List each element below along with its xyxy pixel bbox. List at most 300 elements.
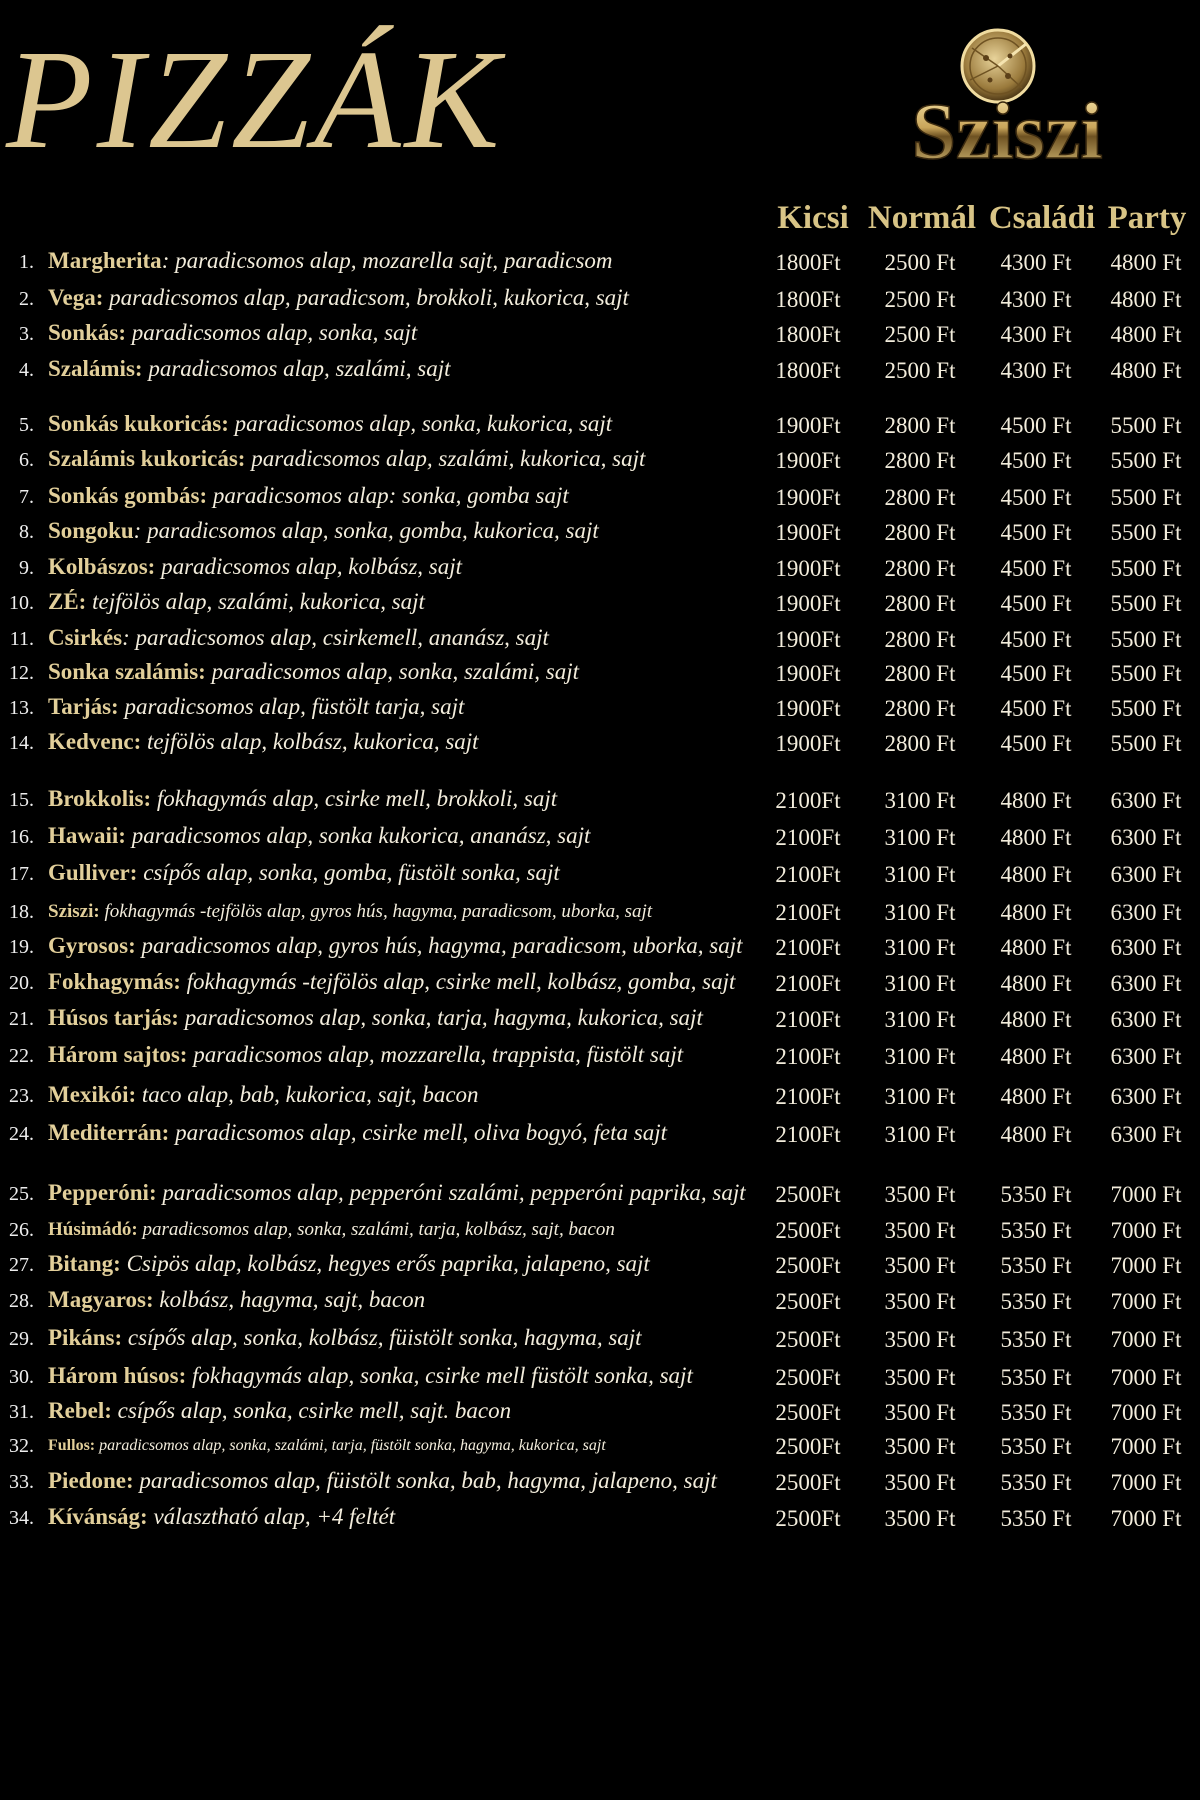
menu-item <box>0 784 1200 818</box>
menu-item <box>0 1214 1200 1248</box>
price-party: 4800 Ft <box>1110 287 1182 312</box>
price-csaladi: 4500 Ft <box>1000 591 1072 616</box>
price-kicsi: 1900Ft <box>775 448 841 473</box>
menu-item <box>0 1361 1200 1395</box>
price-party: 4800 Ft <box>1110 358 1182 383</box>
price-party: 7000 Ft <box>1110 1400 1182 1425</box>
item-text <box>48 1219 615 1241</box>
item-number: 30. <box>9 1366 34 1388</box>
menu-item <box>0 692 1200 726</box>
price-csaladi: 5350 Ft <box>1000 1470 1072 1495</box>
menu-item <box>0 552 1200 586</box>
price-csaladi: 4500 Ft <box>1000 448 1072 473</box>
price-kicsi: 1800Ft <box>775 358 841 383</box>
item-number: 14. <box>9 732 34 754</box>
price-csaladi: 4800 Ft <box>1000 935 1072 960</box>
item-description: : paradicsomos alap, csirkemell, ananász, sajt <box>122 625 549 650</box>
item-name: Bitang: <box>48 1251 121 1276</box>
menu-item <box>0 246 1200 280</box>
item-name: Sonkás gombás: <box>48 483 208 508</box>
item-text <box>48 1180 746 1206</box>
price-csaladi: 4800 Ft <box>1000 825 1072 850</box>
price-party: 7000 Ft <box>1110 1253 1182 1278</box>
menu-item <box>0 283 1200 317</box>
price-csaladi: 4300 Ft <box>1000 322 1072 347</box>
item-number: 4. <box>19 359 34 381</box>
price-party: 5500 Ft <box>1110 448 1182 473</box>
menu-item <box>0 967 1200 1001</box>
item-number: 16. <box>9 826 34 848</box>
price-party: 5500 Ft <box>1110 485 1182 510</box>
item-description: csípős alap, sonka, gomba, füstölt sonka, sajt <box>137 860 560 885</box>
item-description: paradicsomos alap, szalámi, sajt <box>142 356 451 381</box>
menu-item <box>0 354 1200 388</box>
item-name: Húsos tarjás: <box>48 1005 179 1030</box>
logo-wordmark: Sziszi <box>911 88 1103 168</box>
price-csaladi: 5350 Ft <box>1000 1253 1072 1278</box>
item-text <box>48 446 645 472</box>
item-number: 31. <box>9 1401 34 1423</box>
price-party: 5500 Ft <box>1110 556 1182 581</box>
price-kicsi: 1900Ft <box>775 696 841 721</box>
item-number: 26. <box>9 1219 34 1241</box>
price-party: 5500 Ft <box>1110 696 1182 721</box>
item-name: Fokhagymás: <box>48 969 181 994</box>
item-text <box>48 1082 479 1108</box>
price-party: 6300 Ft <box>1110 1007 1182 1032</box>
price-csaladi: 5350 Ft <box>1000 1182 1072 1207</box>
price-csaladi: 5350 Ft <box>1000 1506 1072 1531</box>
price-kicsi: 2100Ft <box>775 788 841 813</box>
item-number: 22. <box>9 1045 34 1067</box>
item-name: Rebel: <box>48 1398 112 1423</box>
menu-item <box>0 1118 1200 1152</box>
item-text <box>48 554 462 580</box>
price-normal: 2800 Ft <box>884 696 956 721</box>
price-party: 5500 Ft <box>1110 591 1182 616</box>
price-csaladi: 5350 Ft <box>1000 1289 1072 1314</box>
price-party: 6300 Ft <box>1110 900 1182 925</box>
price-csaladi: 4800 Ft <box>1000 1084 1072 1109</box>
item-text <box>48 1120 667 1146</box>
item-number: 27. <box>9 1254 34 1276</box>
price-csaladi: 4800 Ft <box>1000 1007 1072 1032</box>
price-normal: 3500 Ft <box>884 1327 956 1352</box>
price-normal: 2800 Ft <box>884 627 956 652</box>
price-normal: 2800 Ft <box>884 448 956 473</box>
price-csaladi: 4500 Ft <box>1000 731 1072 756</box>
item-description: taco alap, bab, kukorica, sajt, bacon <box>136 1082 479 1107</box>
price-normal: 2800 Ft <box>884 661 956 686</box>
menu-item <box>0 1323 1200 1357</box>
item-number: 11. <box>9 628 34 650</box>
menu-item <box>0 821 1200 855</box>
price-party: 4800 Ft <box>1110 250 1182 275</box>
item-name: Pikáns: <box>48 1325 123 1350</box>
price-kicsi: 2500Ft <box>775 1253 841 1278</box>
price-party: 7000 Ft <box>1110 1327 1182 1352</box>
price-kicsi: 2100Ft <box>775 971 841 996</box>
menu-item <box>0 444 1200 478</box>
item-number: 25. <box>9 1183 34 1205</box>
price-csaladi: 4500 Ft <box>1000 485 1072 510</box>
item-description: : paradicsomos alap, mozarella sajt, paradicsom <box>161 248 613 273</box>
price-csaladi: 5350 Ft <box>1000 1365 1072 1390</box>
menu-item <box>0 1178 1200 1212</box>
price-kicsi: 2100Ft <box>775 1007 841 1032</box>
item-text <box>48 659 579 685</box>
price-party: 6300 Ft <box>1110 1044 1182 1069</box>
item-text <box>48 694 464 720</box>
item-name: Fullos: <box>48 1437 96 1454</box>
price-kicsi: 1900Ft <box>775 556 841 581</box>
item-name: Csirkés <box>48 625 123 650</box>
menu-item <box>0 318 1200 352</box>
price-csaladi: 5350 Ft <box>1000 1434 1072 1459</box>
price-party: 7000 Ft <box>1110 1182 1182 1207</box>
item-description: fokhagymás -tejfölös alap, gyros hús, hagyma, paradicsom, uborka, sajt <box>99 901 653 922</box>
item-text <box>48 1325 642 1351</box>
price-party: 6300 Ft <box>1110 935 1182 960</box>
price-party: 7000 Ft <box>1110 1434 1182 1459</box>
price-normal: 3100 Ft <box>884 935 956 960</box>
price-party: 5500 Ft <box>1110 520 1182 545</box>
size-header-csaladi: Családi <box>988 200 1096 236</box>
item-number: 20. <box>9 972 34 994</box>
item-number: 10. <box>9 592 34 614</box>
price-party: 7000 Ft <box>1110 1289 1182 1314</box>
price-csaladi: 5350 Ft <box>1000 1218 1072 1243</box>
item-description: paradicsomos alap, sonka, szalámi, tarja, füstölt sonka, hagyma, kukorica, sajt <box>95 1437 606 1454</box>
price-normal: 2800 Ft <box>884 520 956 545</box>
item-text <box>48 823 590 849</box>
price-kicsi: 2500Ft <box>775 1182 841 1207</box>
price-kicsi: 2100Ft <box>775 935 841 960</box>
price-kicsi: 1900Ft <box>775 661 841 686</box>
price-kicsi: 2500Ft <box>775 1365 841 1390</box>
item-description: fokhagymás alap, csirke mell, brokkoli, sajt <box>151 786 558 811</box>
item-number: 29. <box>9 1328 34 1350</box>
item-text <box>48 518 599 544</box>
item-description: paradicsomos alap, kolbász, sajt <box>155 554 463 579</box>
price-party: 6300 Ft <box>1110 825 1182 850</box>
item-name: Szalámis kukoricás: <box>48 446 246 471</box>
price-normal: 3500 Ft <box>884 1400 956 1425</box>
item-number: 32. <box>9 1435 34 1457</box>
item-text <box>48 1251 650 1277</box>
menu-item <box>0 516 1200 550</box>
item-text <box>48 1287 425 1313</box>
price-party: 6300 Ft <box>1110 788 1182 813</box>
price-normal: 3100 Ft <box>884 1122 956 1147</box>
item-number: 3. <box>19 323 34 345</box>
price-kicsi: 2500Ft <box>775 1218 841 1243</box>
item-description: paradicsomos alap, gyros hús, hagyma, paradicsom, uborka, sajt <box>135 933 743 958</box>
item-description: tejfölös alap, kolbász, kukorica, sajt <box>141 729 479 754</box>
price-party: 5500 Ft <box>1110 627 1182 652</box>
item-name: Pepperóni: <box>48 1180 157 1205</box>
item-number: 7. <box>19 486 34 508</box>
price-kicsi: 1900Ft <box>775 627 841 652</box>
item-name: Három húsos: <box>48 1363 187 1388</box>
price-normal: 2800 Ft <box>884 556 956 581</box>
menu-item <box>0 1285 1200 1319</box>
price-kicsi: 2100Ft <box>775 862 841 887</box>
menu-item <box>0 623 1200 657</box>
item-number: 9. <box>19 557 34 579</box>
item-description: paradicsomos alap, sonka, kukorica, sajt <box>228 411 613 436</box>
item-name: Songoku <box>48 518 134 543</box>
price-party: 5500 Ft <box>1110 413 1182 438</box>
item-name: Mediterrán: <box>48 1120 170 1145</box>
item-name: Három sajtos: <box>48 1042 188 1067</box>
item-description: paradicsomos alap, sonka, szalámi, tarja, kolbász, sajt, bacon <box>137 1219 615 1240</box>
menu-item <box>0 1040 1200 1074</box>
item-description: választható alap, +4 feltét <box>147 1504 396 1529</box>
price-party: 7000 Ft <box>1110 1365 1182 1390</box>
price-party: 7000 Ft <box>1110 1470 1182 1495</box>
menu-item <box>0 896 1200 930</box>
price-csaladi: 4800 Ft <box>1000 1044 1072 1069</box>
price-csaladi: 4800 Ft <box>1000 862 1072 887</box>
price-csaladi: 4800 Ft <box>1000 788 1072 813</box>
item-description: paradicsomos alap, sonka kukorica, ananász, sajt <box>125 823 591 848</box>
price-kicsi: 2500Ft <box>775 1400 841 1425</box>
item-text <box>48 1005 703 1031</box>
item-description: : paradicsomos alap, sonka, gomba, kukorica, sajt <box>133 518 599 543</box>
item-text <box>48 786 557 812</box>
item-description: paradicsomos alap, paradicsom, brokkoli, kukorica, sajt <box>103 285 629 310</box>
price-normal: 2800 Ft <box>884 485 956 510</box>
item-description: paradicsomos alap, szalámi, kukorica, sajt <box>245 446 646 471</box>
item-description: paradicsomos alap, csirke mell, oliva bogyó, feta sajt <box>169 1120 667 1145</box>
item-text <box>48 860 560 886</box>
price-csaladi: 4500 Ft <box>1000 413 1072 438</box>
price-normal: 2500 Ft <box>884 287 956 312</box>
item-text <box>48 1363 693 1389</box>
item-description: paradicsomos alap, sonka, sajt <box>125 320 418 345</box>
item-name: Húsimádó: <box>48 1219 138 1240</box>
item-description: fokhagymás alap, sonka, csirke mell füstölt sonka, sajt <box>186 1363 693 1388</box>
price-kicsi: 2100Ft <box>775 825 841 850</box>
menu-item <box>0 1502 1200 1536</box>
price-csaladi: 4500 Ft <box>1000 520 1072 545</box>
price-party: 6300 Ft <box>1110 971 1182 996</box>
item-text <box>48 411 612 437</box>
price-csaladi: 5350 Ft <box>1000 1400 1072 1425</box>
price-kicsi: 2500Ft <box>775 1327 841 1352</box>
price-csaladi: 4800 Ft <box>1000 971 1072 996</box>
item-text <box>48 320 417 346</box>
price-normal: 2800 Ft <box>884 731 956 756</box>
menu-item <box>0 931 1200 965</box>
item-description: paradicsomos alap, pepperóni szalámi, pepperóni paprika, sajt <box>156 1180 746 1205</box>
item-number: 18. <box>9 901 34 923</box>
price-csaladi: 4500 Ft <box>1000 696 1072 721</box>
item-description: fokhagymás -tejfölös alap, csirke mell, kolbász, gomba, sajt <box>180 969 736 994</box>
item-number: 19. <box>9 936 34 958</box>
price-csaladi: 4500 Ft <box>1000 556 1072 581</box>
item-name: Magyaros: <box>48 1287 154 1312</box>
price-normal: 3100 Ft <box>884 1044 956 1069</box>
item-description: tejfölös alap, szalámi, kukorica, sajt <box>86 589 425 614</box>
item-text <box>48 625 549 651</box>
item-description: csípős alap, sonka, csirke mell, sajt. bacon <box>111 1398 512 1423</box>
item-name: ZÉ: <box>48 589 87 614</box>
item-description: paradicsomos alap, füistölt sonka, bab, hagyma, jalapeno, sajt <box>133 1468 717 1493</box>
price-csaladi: 5350 Ft <box>1000 1327 1072 1352</box>
price-kicsi: 1900Ft <box>775 413 841 438</box>
price-normal: 2500 Ft <box>884 322 956 347</box>
item-name: Kedvenc: <box>48 729 142 754</box>
item-name: Sonka szalámis: <box>48 659 206 684</box>
item-text <box>48 729 479 755</box>
price-kicsi: 2100Ft <box>775 1084 841 1109</box>
item-text <box>48 285 629 311</box>
item-name: Kívánság: <box>48 1504 148 1529</box>
price-normal: 3100 Ft <box>884 1084 956 1109</box>
menu-item <box>0 1396 1200 1430</box>
item-text <box>48 589 425 615</box>
item-name: Brokkolis: <box>48 786 152 811</box>
item-text <box>48 483 569 509</box>
price-party: 7000 Ft <box>1110 1506 1182 1531</box>
price-kicsi: 2100Ft <box>775 1122 841 1147</box>
menu-item <box>0 1430 1200 1464</box>
price-kicsi: 2500Ft <box>775 1470 841 1495</box>
item-name: Mexikói: <box>48 1082 137 1107</box>
price-normal: 3100 Ft <box>884 862 956 887</box>
item-text <box>48 933 742 959</box>
menu-item <box>0 1249 1200 1283</box>
price-party: 4800 Ft <box>1110 322 1182 347</box>
price-csaladi: 4800 Ft <box>1000 1122 1072 1147</box>
price-csaladi: 4500 Ft <box>1000 661 1072 686</box>
price-csaladi: 4800 Ft <box>1000 900 1072 925</box>
price-csaladi: 4300 Ft <box>1000 287 1072 312</box>
price-normal: 3500 Ft <box>884 1434 956 1459</box>
item-name: Tarjás: <box>48 694 119 719</box>
item-text <box>48 248 613 274</box>
price-normal: 3100 Ft <box>884 1007 956 1032</box>
menu-item <box>0 657 1200 691</box>
item-description: paradicsomos alap, sonka, tarja, hagyma, kukorica, sajt <box>178 1005 703 1030</box>
item-number: 17. <box>9 863 34 885</box>
price-kicsi: 2500Ft <box>775 1506 841 1531</box>
item-text <box>48 901 652 923</box>
item-name: Vega: <box>48 285 104 310</box>
item-number: 5. <box>19 414 34 436</box>
item-text <box>48 1468 717 1494</box>
price-party: 5500 Ft <box>1110 731 1182 756</box>
price-kicsi: 1900Ft <box>775 485 841 510</box>
size-header-kicsi: Kicsi <box>777 200 849 236</box>
price-party: 7000 Ft <box>1110 1218 1182 1243</box>
price-kicsi: 2100Ft <box>775 1044 841 1069</box>
item-name: Sziszi: <box>48 901 100 922</box>
price-csaladi: 4300 Ft <box>1000 358 1072 383</box>
item-number: 28. <box>9 1290 34 1312</box>
menu-item <box>0 727 1200 761</box>
price-normal: 3500 Ft <box>884 1289 956 1314</box>
price-normal: 2500 Ft <box>884 250 956 275</box>
price-party: 6300 Ft <box>1110 862 1182 887</box>
item-name: Margherita <box>48 248 162 273</box>
item-text <box>48 356 451 382</box>
item-name: Gyrosos: <box>48 933 136 958</box>
item-text <box>48 1437 606 1455</box>
price-normal: 3500 Ft <box>884 1253 956 1278</box>
price-normal: 3100 Ft <box>884 825 956 850</box>
item-name: Sonkás kukoricás: <box>48 411 229 436</box>
item-number: 13. <box>9 697 34 719</box>
item-number: 34. <box>9 1507 34 1529</box>
price-party: 6300 Ft <box>1110 1122 1182 1147</box>
size-header-normal: Normál <box>867 200 977 236</box>
item-description: paradicsomos alap, mozzarella, trappista, füstölt sajt <box>187 1042 684 1067</box>
item-text <box>48 1504 395 1530</box>
item-description: Csipös alap, kolbász, hegyes erős paprika, jalapeno, sajt <box>120 1251 650 1276</box>
item-number: 2. <box>19 288 34 310</box>
price-normal: 3100 Ft <box>884 788 956 813</box>
item-text <box>48 1042 683 1068</box>
price-normal: 2500 Ft <box>884 358 956 383</box>
item-name: Piedone: <box>48 1468 134 1493</box>
item-name: Sonkás: <box>48 320 126 345</box>
item-number: 12. <box>9 662 34 684</box>
menu-item <box>0 587 1200 621</box>
price-normal: 3500 Ft <box>884 1365 956 1390</box>
item-number: 33. <box>9 1471 34 1493</box>
item-description: paradicsomos alap: sonka, gomba sajt <box>207 483 569 508</box>
price-normal: 3100 Ft <box>884 900 956 925</box>
item-description: csípős alap, sonka, kolbász, füistölt sonka, hagyma, sajt <box>122 1325 642 1350</box>
menu-item <box>0 409 1200 443</box>
price-kicsi: 1900Ft <box>775 520 841 545</box>
item-description: paradicsomos alap, füstölt tarja, sajt <box>118 694 465 719</box>
price-kicsi: 1800Ft <box>775 322 841 347</box>
price-normal: 3500 Ft <box>884 1218 956 1243</box>
price-kicsi: 1900Ft <box>775 731 841 756</box>
item-text <box>48 969 735 995</box>
item-number: 1. <box>19 251 34 273</box>
item-number: 6. <box>19 449 34 471</box>
item-name: Szalámis: <box>48 356 143 381</box>
menu-item <box>0 1003 1200 1037</box>
price-csaladi: 4500 Ft <box>1000 627 1072 652</box>
price-normal: 3500 Ft <box>884 1470 956 1495</box>
price-kicsi: 2500Ft <box>775 1434 841 1459</box>
item-number: 24. <box>9 1123 34 1145</box>
price-normal: 2800 Ft <box>884 591 956 616</box>
item-number: 15. <box>9 789 34 811</box>
item-name: Hawaii: <box>48 823 126 848</box>
price-kicsi: 1800Ft <box>775 250 841 275</box>
menu-item <box>0 1466 1200 1500</box>
price-kicsi: 1900Ft <box>775 591 841 616</box>
price-normal: 3500 Ft <box>884 1506 956 1531</box>
item-description: kolbász, hagyma, sajt, bacon <box>153 1287 426 1312</box>
price-normal: 2800 Ft <box>884 413 956 438</box>
price-normal: 3100 Ft <box>884 971 956 996</box>
menu-item <box>0 1080 1200 1114</box>
price-normal: 3500 Ft <box>884 1182 956 1207</box>
price-kicsi: 2100Ft <box>775 900 841 925</box>
price-kicsi: 1800Ft <box>775 287 841 312</box>
item-name: Gulliver: <box>48 860 138 885</box>
item-number: 8. <box>19 521 34 543</box>
item-number: 21. <box>9 1008 34 1030</box>
